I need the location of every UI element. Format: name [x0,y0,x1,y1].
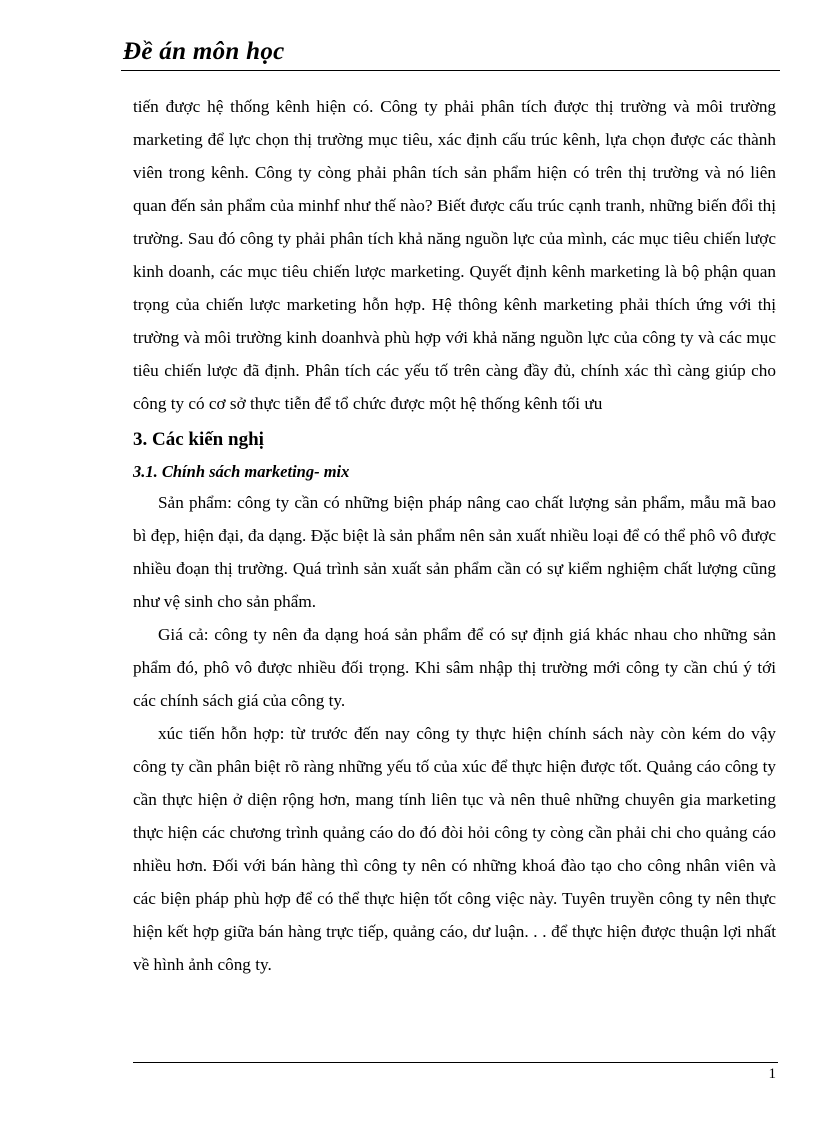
page-header-title: Đề án môn học [123,38,285,65]
paragraph-channel-analysis: tiến được hệ thống kênh hiện có. Công ty phải phân tích được thị trường và môi trường marketing để lực chọn thị trường mục tiêu, xác định cấu trúc kênh, lựa chọn được các thành viên trong kênh. Công ty còng phải phân tích sản phẩm hiện có trên thị trường và nó liên quan đến sản phẩm của minhf như thế nào? Biết được cấu trúc cạnh tranh, những biến đổi thị trường. Sau đó công ty phải phân tích khả năng nguồn lực của mình, các mục tiêu chiến lược kinh doanh, các mục tiêu chiến lược marketing. Quyết định kênh marketing là bộ phận quan trọng của chiến lược marketing hỗn hợp. Hệ thông kênh marketing phải thích ứng với thị trường và môi trường kinh doanhvà phù hợp với khả năng nguồn lực của công ty và các mục tiêu chiến lược đã định. Phân tích các yếu tố trên càng đầy đủ, chính xác thì càng giúp cho công ty có cơ sở thực tiễn để tổ chức được một hệ thống kênh tối ưu [133,97,776,413]
header-divider [121,70,780,71]
footer-divider [133,1062,778,1063]
page-number: 1 [768,1066,776,1082]
paragraph-promotion: xúc tiến hỗn hợp: từ trước đến nay công ty thực hiện chính sách này còn kém do vậy công ty cần phân biệt rõ ràng những yếu tố của xúc để thực hiện được tốt. Quảng cáo công ty cần thực hiện ở diện rộng hơn, mang tính liên tục và nên thuê những chuyên gia marketing thực hiện các chương trình quảng cáo do đó đòi hỏi công ty còng cần phải chi cho quảng cáo nhiều hơn. Đối với bán hàng thì công ty nên có những khoá đào tạo cho công nhân viên và các biện pháp phù hợp để có thể thực hiện tốt công việc này. Tuyên truyền công ty nên thực hiện kết hợp giữa bán hàng trực tiếp, quảng cáo, dư luận. . . để thực hiện được thuận lợi nhất về hình ảnh công ty. [133,724,776,974]
paragraph-price: Giá cả: công ty nên đa dạng hoá sản phẩm để có sự định giá khác nhau cho những sản phẩm đó, phô vô được nhiều đối trọng. Khi sâm nhập thị trường mới công ty cần chú ý tới các chính sách giá của công ty. [133,625,776,710]
section-heading-recommendations: 3. Các kiến nghị [133,429,264,450]
subsection-heading-marketing-mix: 3.1. Chính sách marketing- mix [133,462,350,481]
document-body [133,90,776,981]
paragraph-product: Sản phẩm: công ty cần có những biện pháp nâng cao chất lượng sản phẩm, mẫu mã bao bì đẹp, hiện đại, đa dạng. Đặc biệt là sản phẩm nên sản xuất nhiều loại để có thể phô vô được nhiều đoạn thị trường. Quá trình sản xuất sản phẩm cần có sự kiểm nghiệm chất lượng cũng như vệ sinh cho sản phẩm. [133,493,776,611]
